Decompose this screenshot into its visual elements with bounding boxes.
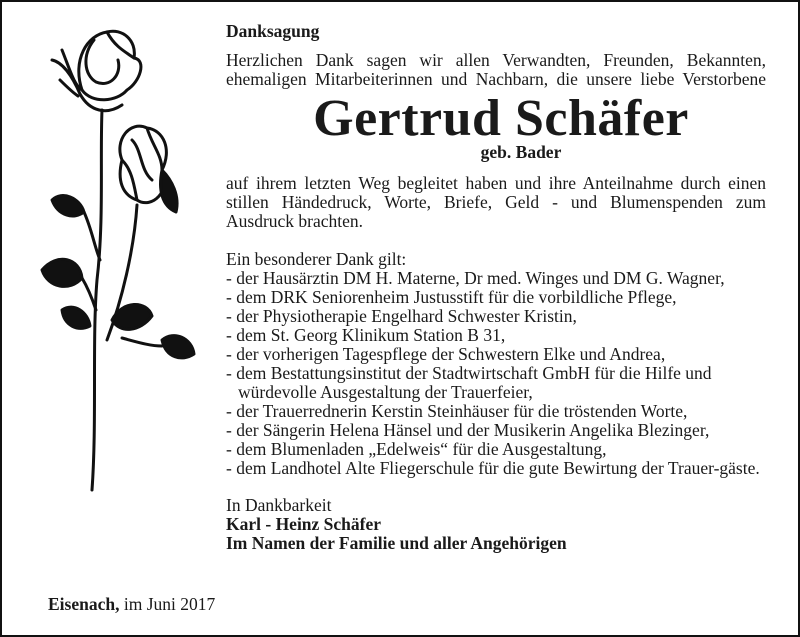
deceased-name: Gertrud Schäfer	[313, 90, 689, 147]
heading-danksagung: Danksagung	[226, 21, 320, 41]
special-thanks-label: Ein besonderer Dank gilt:	[226, 249, 407, 269]
footer-place: Eisenach,	[48, 594, 120, 614]
family-line: Im Namen der Familie und aller Angehörigen	[226, 533, 567, 553]
list-item: - der Hausärztin DM H. Materne, Dr med. Winges und DM G. Wagner,	[226, 268, 725, 288]
thanks-text: auf ihrem letzten Weg begleitet haben und ihre Anteilnahme durch einen stillen Händedruck, Worte, Briefe, Geld - und Blumenspenden zum Ausdruck brachten.	[226, 173, 766, 231]
signer-name: Karl - Heinz Schäfer	[226, 514, 382, 534]
intro-line: ehemaligen Mitarbeiterinnen und Nachbarn, die unsere liebe Verstorbene	[226, 69, 766, 89]
footer-date: im Juni 2017	[123, 594, 216, 614]
list-item: - dem St. Georg Klinikum Station B 31,	[226, 325, 506, 345]
closing-phrase: In Dankbarkeit	[226, 495, 332, 515]
list-item: - der Sängerin Helena Hänsel und der Musikerin Angelika Blezinger,	[226, 420, 710, 440]
list-item: - dem Blumenladen „Edelweis“ für die Ausgestaltung,	[226, 439, 607, 459]
list-item: - dem Landhotel Alte Fliegerschule für die gute Bewirtung der Trauer-gäste.	[226, 458, 760, 478]
list-item: - der Trauerrednerin Kerstin Steinhäuser für die tröstenden Worte,	[226, 401, 688, 421]
closing-block	[226, 496, 766, 553]
footer-place-date	[48, 594, 215, 615]
list-item: - der Physiotherapie Engelhard Schwester Kristin,	[226, 306, 577, 326]
list-item: - der vorherigen Tagespflege der Schwestern Elke und Andrea,	[226, 344, 666, 364]
list-item: - dem DRK Seniorenheim Justusstift für die vorbildliche Pflege,	[226, 287, 677, 307]
intro-line: Herzlichen Dank sagen wir allen Verwandten, Freunden, Bekannten,	[226, 50, 766, 70]
list-item: - dem Bestattungsinstitut der Stadtwirtschaft GmbH für die Hilfe und würdevolle Ausgestaltung der Trauerfeier,	[226, 363, 712, 402]
obituary-content	[226, 22, 766, 553]
intro-text	[226, 51, 766, 89]
birth-name: geb. Bader	[480, 142, 562, 162]
special-thanks-list	[226, 269, 766, 478]
rose-illustration	[22, 20, 212, 520]
